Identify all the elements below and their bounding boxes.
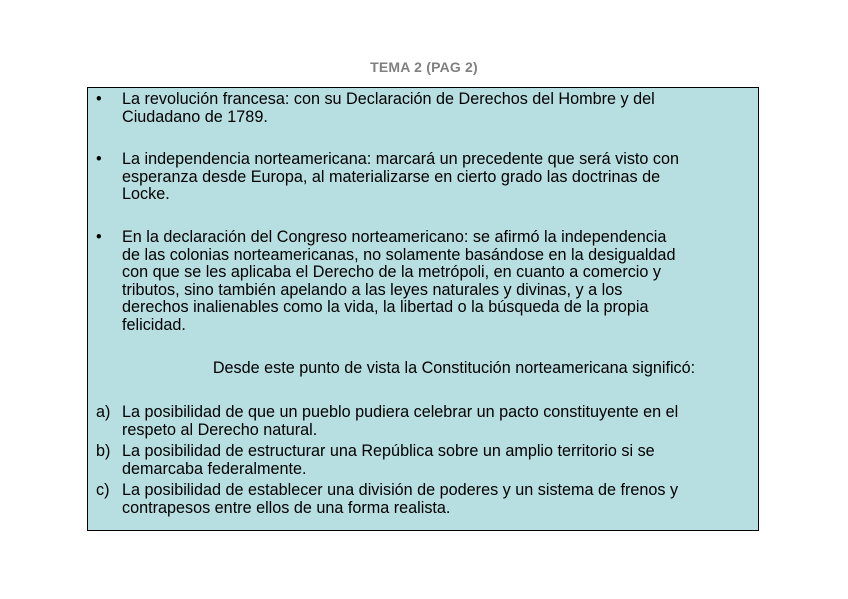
text-line: Ciudadano de 1789. <box>122 107 268 126</box>
text-line: La posibilidad de establecer una división de poderes y un sistema de frenos y <box>122 481 679 499</box>
list-text <box>122 482 752 517</box>
text-line: contrapesos entre ellos de una forma realista. <box>122 498 451 517</box>
text-line: con que se les aplicaba el Derecho de la metrópoli, en cuanto a comercio y <box>122 263 661 281</box>
list-marker: b) <box>96 442 111 460</box>
text-line: La independencia norteamericana: marcará un precedente que será visto con <box>122 150 680 168</box>
text-line: derechos inalienables como la vida, la libertad o la búsqueda de la propia <box>122 298 649 316</box>
list-marker: a) <box>96 403 111 421</box>
text-line: La revolución francesa: con su Declaración de Derechos del Hombre y del <box>122 90 655 108</box>
text-line: En la declaración del Congreso norteamericano: se afirmó la independencia <box>122 228 667 246</box>
text-line: felicidad. <box>122 315 186 334</box>
list-marker: c) <box>96 481 110 499</box>
text-line: respeto al Derecho natural. <box>122 420 318 439</box>
text-line: La posibilidad de que un pueblo pudiera celebrar un pacto constituyente en el <box>122 403 679 421</box>
bullet-text <box>122 91 752 126</box>
text-line: esperanza desde Europa, al materializarse en cierto grado las doctrinas de <box>122 167 661 186</box>
text-line: La posibilidad de estructurar una República sobre un amplio territorio si se <box>122 442 655 460</box>
content-box <box>87 87 759 531</box>
bullet-marker: • <box>96 150 102 168</box>
text-line: de las colonias norteamericanas, no solamente basándose en la desigualdad <box>122 245 676 264</box>
text-line: Locke. <box>122 185 170 203</box>
text-line: tributos, sino también apelando a las leyes naturales y divinas, y a los <box>122 280 623 299</box>
bullet-marker: • <box>96 90 102 108</box>
centered-statement: Desde este punto de vista la Constitución norteamericana significó: <box>212 359 696 377</box>
list-text <box>122 443 752 478</box>
bullet-marker: • <box>96 228 102 246</box>
page-title: TEMA 2 (PAG 2) <box>370 59 478 75</box>
text-line: demarcaba federalmente. <box>122 459 307 478</box>
bullet-text <box>122 151 752 204</box>
bullet-text <box>122 229 752 334</box>
list-text <box>122 404 752 439</box>
